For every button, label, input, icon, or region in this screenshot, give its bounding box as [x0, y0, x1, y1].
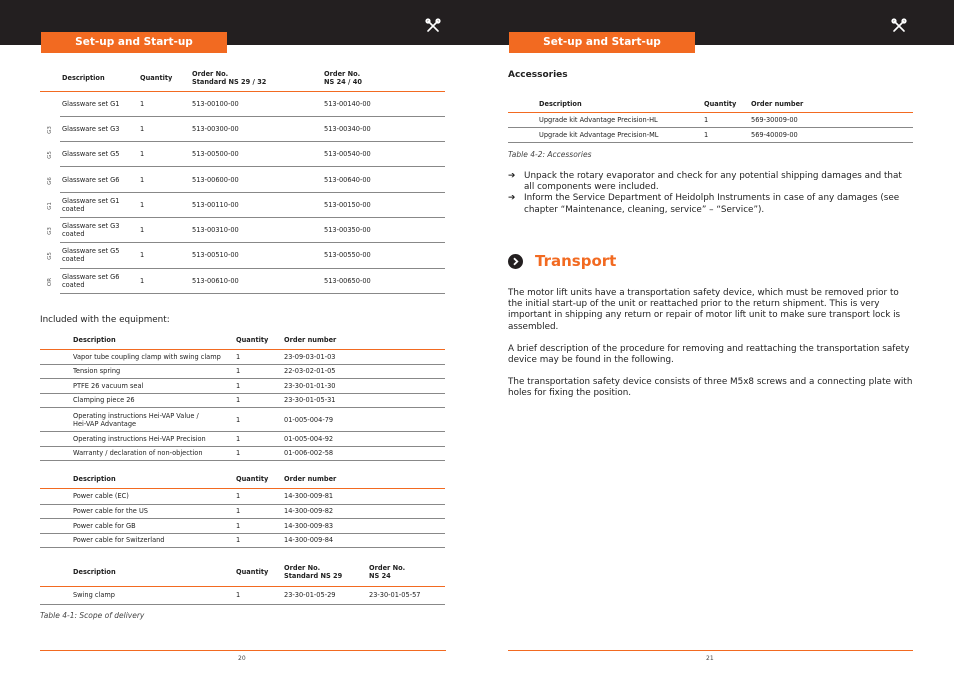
table-row	[40, 268, 445, 293]
col-header: Order No.	[324, 70, 361, 79]
section-heading	[508, 252, 616, 270]
cell-order-standard: 513-00100-00	[192, 91, 324, 116]
cell-order: 14-300-009-83	[284, 519, 445, 534]
cell-quantity: 1	[140, 91, 192, 116]
col-header: Order No.	[284, 564, 321, 573]
cell-quantity: 1	[140, 268, 192, 293]
cell-order-ns: 513-00550-00	[324, 243, 445, 268]
row-marker: G3	[46, 227, 53, 236]
table-caption: Table 4-2: Accessories	[508, 150, 592, 159]
right-page	[477, 0, 954, 683]
table-row	[40, 91, 445, 116]
col-header: Quantity	[236, 336, 269, 345]
cell-order: 14-300-009-82	[284, 504, 445, 519]
swing-clamp-table	[40, 559, 445, 605]
row-marker: G1	[46, 201, 53, 210]
cell-ns: 23-30-01-05-57	[369, 586, 445, 604]
bullet-item: ➔ Inform the Service Department of Heidolph Instruments in case of any damages (see chapter “Maintenance, cleaning, service” – “Service”).	[508, 193, 900, 215]
cell-quantity: 1	[236, 393, 284, 408]
footer-rule	[40, 650, 446, 651]
col-header: Quantity	[704, 99, 737, 108]
section-title: Transport	[535, 252, 617, 270]
cell-description: Vapor tube coupling clamp with swing clamp	[68, 349, 236, 364]
table-row	[40, 116, 445, 141]
table-row	[40, 167, 445, 192]
col-header: Order number	[751, 99, 804, 108]
cell-quantity: 1	[236, 408, 284, 432]
cell-quantity: 1	[704, 112, 751, 127]
cell-order-standard: 513-00510-00	[192, 243, 324, 268]
cell-quantity: 1	[140, 192, 192, 217]
col-header: NS 24 / 40	[324, 78, 362, 87]
col-header: Quantity	[140, 74, 173, 83]
cell-quantity: 1	[140, 217, 192, 242]
accessories-table	[508, 96, 913, 143]
table-row	[40, 243, 445, 268]
cell-order: 14-300-009-84	[284, 533, 445, 548]
row-marker: OR	[47, 277, 53, 286]
cell-order: 569-40009-00	[751, 127, 913, 142]
cell-order-standard: 513-00500-00	[192, 142, 324, 167]
section-tab: Set-up and Start-up	[41, 32, 227, 53]
cell-quantity: 1	[236, 488, 284, 504]
cell-description: PTFE 26 vacuum seal	[68, 379, 236, 394]
cell-order-ns: 513-00350-00	[324, 217, 445, 242]
row-marker: G6	[46, 176, 53, 185]
cell-order-standard: 513-00600-00	[192, 167, 324, 192]
glassware-table	[40, 66, 445, 294]
cell-std: 23-30-01-05-29	[284, 586, 369, 604]
cell-order-standard: 513-00110-00	[192, 192, 324, 217]
table-row	[40, 446, 445, 461]
cell-description: Power cable for GB	[68, 519, 236, 534]
cell-description: Glassware set G3 coated	[60, 217, 140, 242]
table-caption: Table 4-1: Scope of delivery	[40, 611, 145, 620]
table-row	[40, 379, 445, 394]
cable-table	[40, 471, 445, 548]
table-row	[40, 432, 445, 447]
cell-order-ns: 513-00650-00	[324, 268, 445, 293]
paragraph: The motor lift units have a transportation safety device, which must be removed prior to the initial start-up of the unit or reattached prior to the return shipment. This is very important in shipping any return or repair of motor lift unit to make sure transport lock is assembled.	[508, 288, 901, 332]
cell-description: Glassware set G6	[60, 167, 140, 192]
cell-description: Glassware set G5 coated	[60, 243, 140, 268]
table-row	[40, 408, 445, 432]
footer-rule	[508, 650, 913, 651]
cell-quantity: 1	[140, 167, 192, 192]
table-row	[40, 192, 445, 217]
table-row	[40, 586, 445, 604]
cell-quantity: 1	[236, 446, 284, 461]
table-row	[508, 112, 913, 127]
page-number: 20	[238, 655, 246, 662]
cell-order: 01-005-004-79	[284, 408, 445, 432]
col-header: Standard NS 29	[284, 572, 343, 581]
table-row	[40, 488, 445, 504]
cell-quantity: 1	[236, 504, 284, 519]
cell-description: Glassware set G6 coated	[60, 268, 140, 293]
col-header: Description	[539, 99, 582, 108]
cell-quantity: 1	[140, 142, 192, 167]
cell-description: Glassware set G1 coated	[60, 192, 140, 217]
cell-quantity: 1	[236, 364, 284, 379]
cell-description: Glassware set G5	[60, 142, 140, 167]
cell-quantity: 1	[236, 432, 284, 447]
table-row	[40, 519, 445, 534]
col-header: NS 24	[369, 572, 391, 581]
table-row	[40, 533, 445, 548]
col-header: Order number	[284, 336, 337, 345]
cell-order: 569-30009-00	[751, 112, 913, 127]
accessories-heading: Accessories	[508, 70, 568, 80]
row-marker: G5	[46, 151, 53, 160]
cell-description: Power cable for the US	[68, 504, 236, 519]
bullet-list	[508, 171, 913, 216]
cell-description: Upgrade kit Advantage Precision-ML	[536, 127, 704, 142]
cell-description: Operating instructions Hei-VAP Value / Hei-VAP Advantage	[68, 408, 236, 432]
table-row	[40, 393, 445, 408]
cell-quantity: 1	[236, 519, 284, 534]
cell-order: 23-09-03-01-03	[284, 349, 445, 364]
cell-description: Glassware set G3	[60, 116, 140, 141]
col-header: Description	[73, 568, 116, 577]
col-header: Order No.	[192, 70, 229, 79]
arrow-icon: ➔	[508, 193, 516, 204]
col-header: Description	[73, 336, 116, 345]
cell-order: 01-006-002-58	[284, 446, 445, 461]
cell-quantity: 1	[236, 379, 284, 394]
included-label: Included with the equipment:	[40, 315, 170, 325]
cell-description: Upgrade kit Advantage Precision-HL	[536, 112, 704, 127]
table-row	[40, 217, 445, 242]
cell-description: Tension spring	[68, 364, 236, 379]
cell-description: Swing clamp	[68, 586, 236, 604]
cell-description: Clamping piece 26	[68, 393, 236, 408]
chevron-right-icon	[508, 254, 523, 269]
cell-order-ns: 513-00340-00	[324, 116, 445, 141]
cell-quantity: 1	[704, 127, 751, 142]
col-header: Quantity	[236, 475, 269, 484]
cell-order: 23-30-01-01-30	[284, 379, 445, 394]
cell-quantity: 1	[236, 586, 284, 604]
cell-order-ns: 513-00140-00	[324, 91, 445, 116]
table-row	[40, 142, 445, 167]
col-header: Order number	[284, 475, 337, 484]
cell-order-standard: 513-00310-00	[192, 217, 324, 242]
col-header: Standard NS 29 / 32	[192, 78, 267, 87]
table-row	[508, 127, 913, 142]
equipment-table	[40, 332, 445, 461]
arrow-icon: ➔	[508, 171, 516, 181]
row-marker: G3	[46, 126, 53, 134]
paragraph: The transportation safety device consists of three M5x8 screws and a connecting plate with holes for fixing the position.	[508, 377, 913, 399]
cell-quantity: 1	[140, 116, 192, 141]
cell-order-standard: 513-00300-00	[192, 116, 324, 141]
cell-order-ns: 513-00150-00	[324, 192, 445, 217]
cell-order: 23-30-01-05-31	[284, 393, 445, 408]
cell-order: 01-005-004-92	[284, 432, 445, 447]
row-marker: G5	[46, 252, 53, 261]
cell-description: Power cable for Switzerland	[68, 533, 236, 548]
table-row	[40, 349, 445, 364]
table-row	[40, 364, 445, 379]
table-row	[40, 504, 445, 519]
col-header: Description	[62, 74, 105, 83]
page-number: 21	[706, 655, 714, 662]
col-header: Quantity	[236, 568, 269, 577]
section-tab: Set-up and Start-up	[509, 32, 695, 53]
col-header: Description	[73, 475, 116, 484]
cell-order-ns: 513-00540-00	[324, 142, 445, 167]
col-header: Order No.	[369, 564, 406, 573]
transport-text	[508, 288, 913, 400]
cell-order: 22-03-02-01-05	[284, 364, 445, 379]
cell-description: Glassware set G1	[60, 91, 140, 116]
cell-description: Warranty / declaration of non-objection	[68, 446, 236, 461]
cell-order-standard: 513-00610-00	[192, 268, 324, 293]
cell-quantity: 1	[236, 349, 284, 364]
cell-quantity: 1	[236, 533, 284, 548]
bullet-item: ➔ Unpack the rotary evaporator and check for any potential shipping damages and that all components were included.	[508, 171, 902, 193]
cell-order-ns: 513-00640-00	[324, 167, 445, 192]
cell-order: 14-300-009-81	[284, 488, 445, 504]
cell-description: Operating instructions Hei-VAP Precision	[68, 432, 236, 447]
paragraph: A brief description of the procedure for removing and reattaching the transportation safety device may be found in the following.	[508, 343, 910, 366]
cell-description: Power cable (EC)	[68, 488, 236, 504]
cell-quantity: 1	[140, 243, 192, 268]
